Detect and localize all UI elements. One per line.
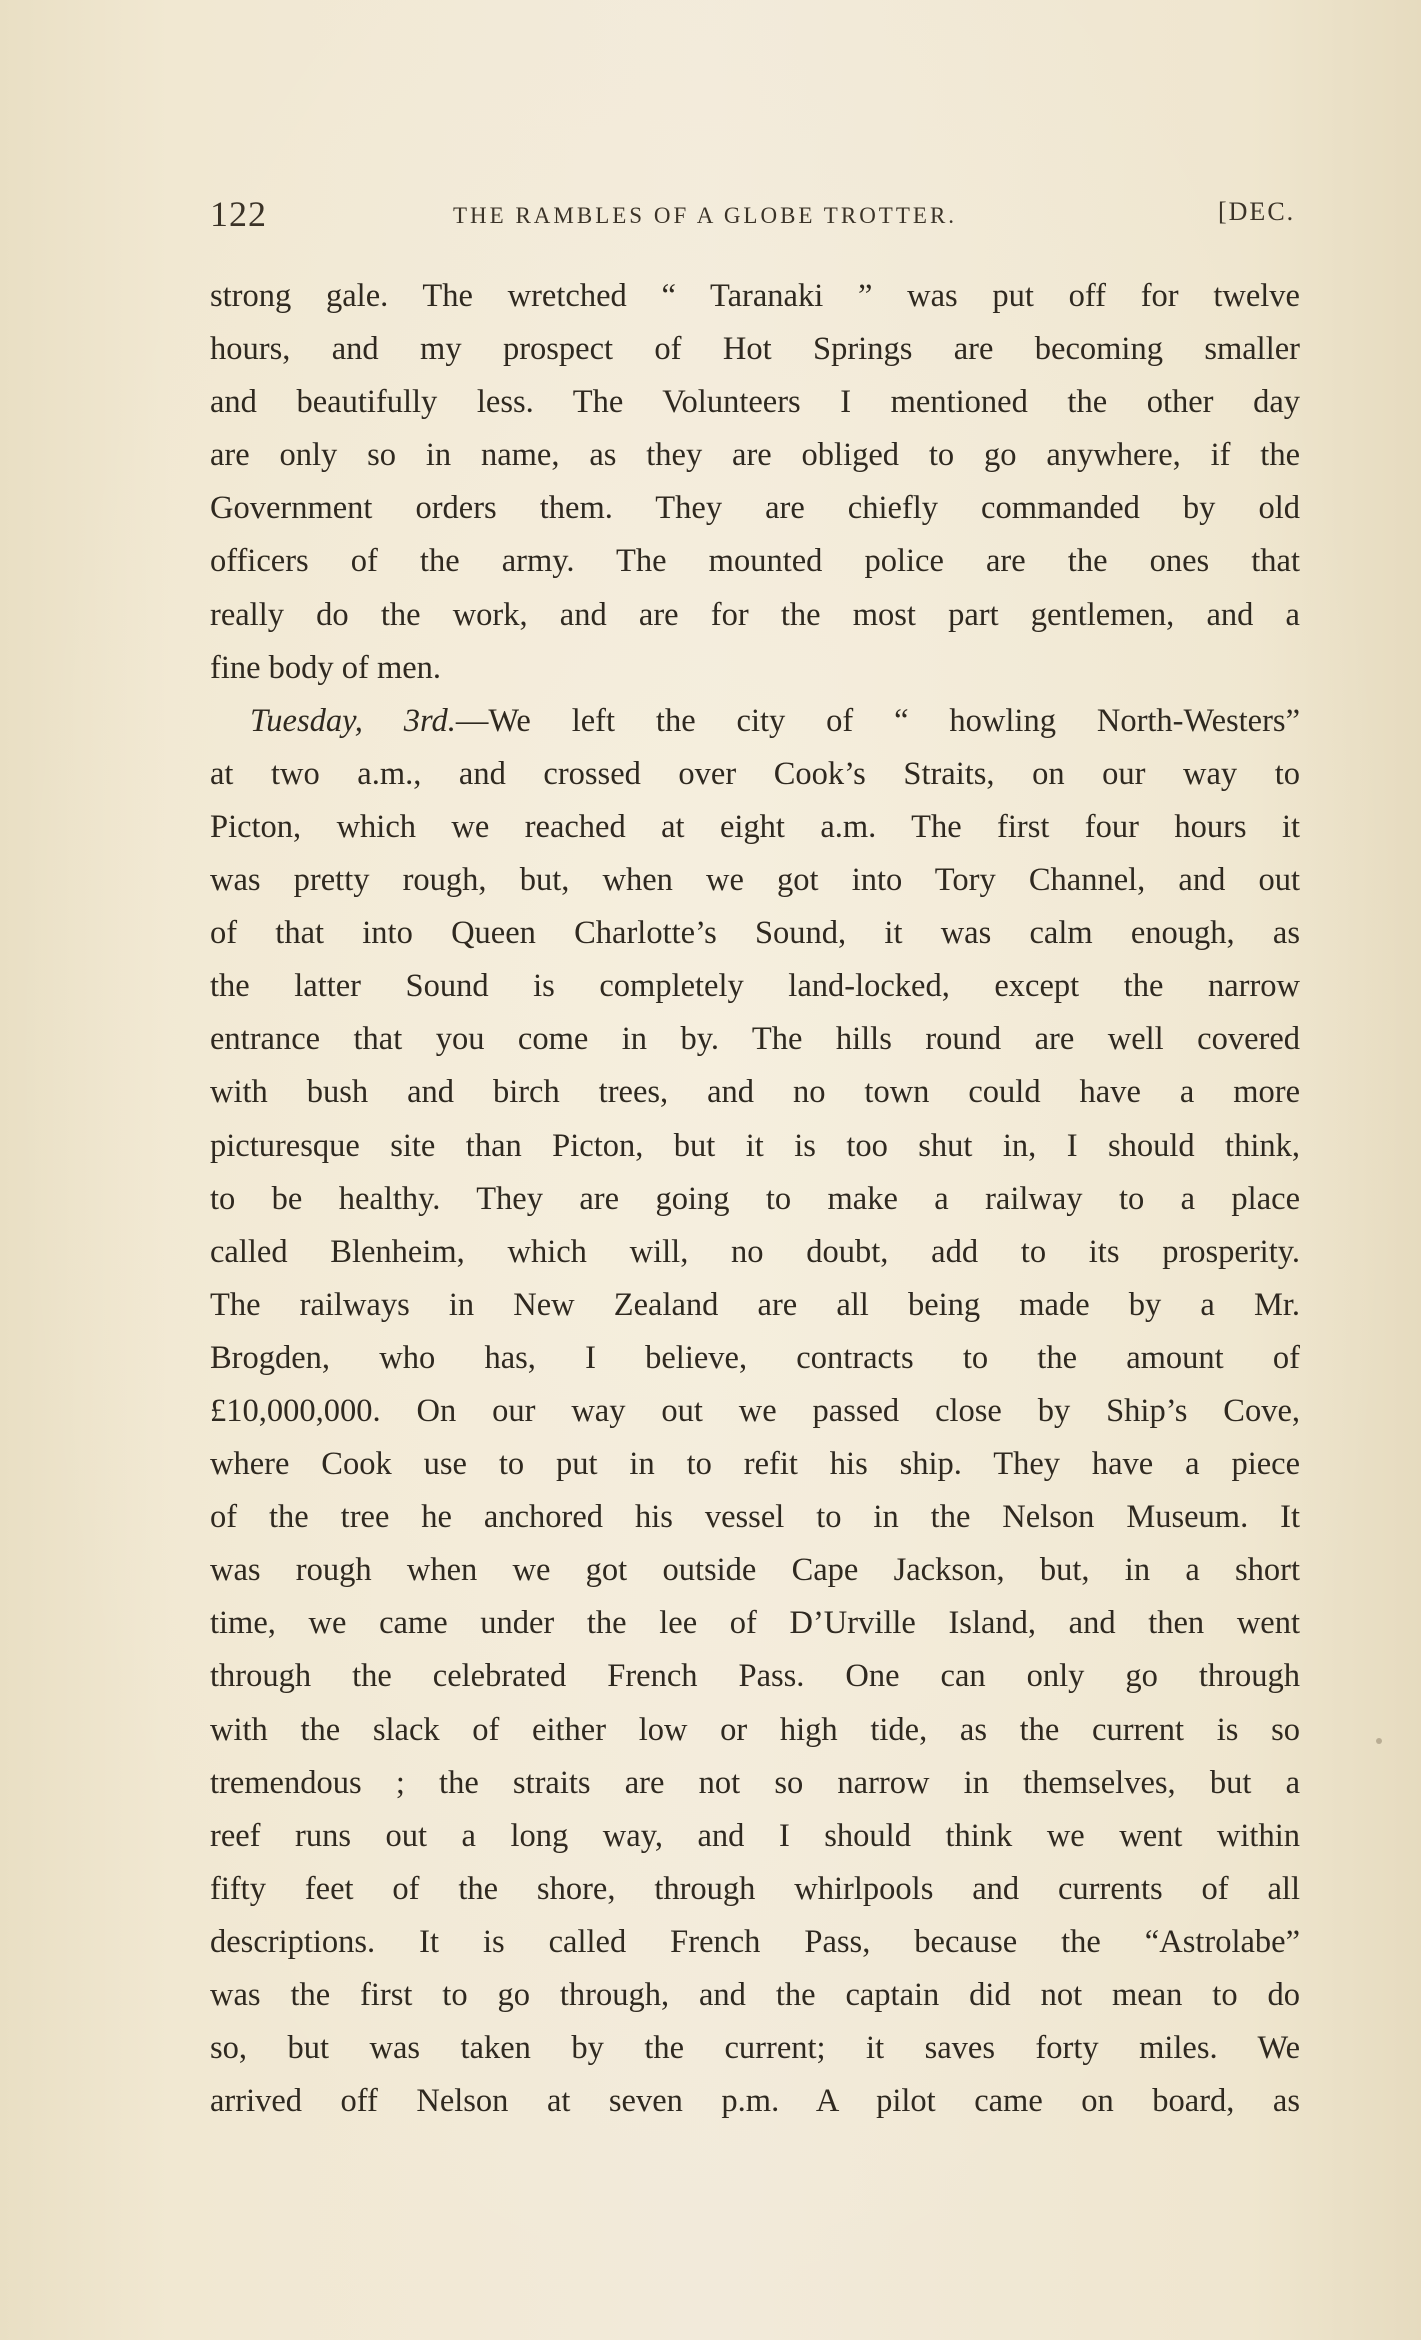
text-line: descriptions. It is called French Pass, because the “Astrolabe”: [210, 1923, 1300, 1960]
running-head: [210, 193, 1310, 243]
month-tag: [DEC.: [1218, 197, 1296, 226]
text-line: strong gale. The wretched “ Taranaki ” was put off for twelve: [210, 278, 1300, 314]
text-line: was rough when we got outside Cape Jackson, but, in a short: [210, 1552, 1300, 1589]
text-line: of that into Queen Charlotte’s Sound, it was calm enough, as: [210, 915, 1300, 952]
text-line-rest: —We left the city of “ howling North-Westers”: [455, 702, 1300, 739]
page-number: 122: [210, 194, 267, 234]
text-line: with bush and birch trees, and no town could have a more: [210, 1074, 1300, 1111]
text-line: picturesque site than Picton, but it is too shut in, I should think,: [210, 1127, 1300, 1164]
text-line: to be healthy. They are going to make a railway to a place: [210, 1180, 1300, 1217]
text-line: Brogden, who has, I believe, contracts to the amount of: [210, 1339, 1300, 1376]
text-line: so, but was taken by the current; it saves forty miles. We: [210, 2030, 1300, 2067]
text-line: and beautifully less. The Volunteers I mentioned the other day: [210, 384, 1300, 421]
text-line: Government orders them. They are chiefly commanded by old: [210, 490, 1300, 527]
text-line: was pretty rough, but, when we got into Tory Channel, and out: [210, 862, 1300, 899]
text-line: with the slack of either low or high tide, as the current is so: [210, 1711, 1300, 1748]
text-line: fifty feet of the shore, through whirlpools and currents of all: [210, 1870, 1300, 1907]
text-line: hours, and my prospect of Hot Springs are becoming smaller: [210, 331, 1300, 368]
text-line: Picton, which we reached at eight a.m. The first four hours it: [210, 808, 1300, 845]
text-line: called Blenheim, which will, no doubt, add to its prosperity.: [210, 1233, 1300, 1270]
text-line: at two a.m., and crossed over Cook’s Straits, on our way to: [210, 755, 1300, 792]
text-line: really do the work, and are for the most part gentlemen, and a: [210, 596, 1300, 633]
text-line: officers of the army. The mounted police are the ones that: [210, 543, 1300, 580]
paper-speck: [1376, 1738, 1382, 1744]
text-line: through the celebrated French Pass. One can only go through: [210, 1658, 1300, 1695]
text-line: reef runs out a long way, and I should think we went within: [210, 1817, 1300, 1854]
text-line: where Cook use to put in to refit his ship. They have a piece: [210, 1446, 1300, 1483]
text-line: The railways in New Zealand are all being made by a Mr.: [210, 1286, 1300, 1323]
text-line: arrived off Nelson at seven p.m. A pilot came on board, as: [210, 2083, 1300, 2120]
text-line: time, we came under the lee of D’Urville Island, and then went: [210, 1605, 1300, 1642]
text-line: entrance that you come in by. The hills round are well covered: [210, 1021, 1300, 1058]
text-line: are only so in name, as they are obliged to go anywhere, if the: [210, 437, 1300, 474]
running-title: THE RAMBLES OF A GLOBE TROTTER.: [453, 203, 958, 228]
text-line: was the first to go through, and the captain did not mean to do: [210, 1977, 1300, 2013]
body-text: [210, 270, 1300, 2128]
dated-paragraph-first-line: [210, 695, 1300, 748]
text-line: fine body of men.: [210, 649, 442, 686]
text-line: £10,000,000. On our way out we passed close by Ship’s Cove,: [210, 1392, 1300, 1429]
text-line: the latter Sound is completely land-locked, except the narrow: [210, 968, 1300, 1005]
text-line: of the tree he anchored his vessel to in the Nelson Museum. It: [210, 1499, 1300, 1536]
date-heading: Tuesday, 3rd.: [250, 702, 456, 739]
text-line: tremendous ; the straits are not so narrow in themselves, but a: [210, 1764, 1300, 1801]
